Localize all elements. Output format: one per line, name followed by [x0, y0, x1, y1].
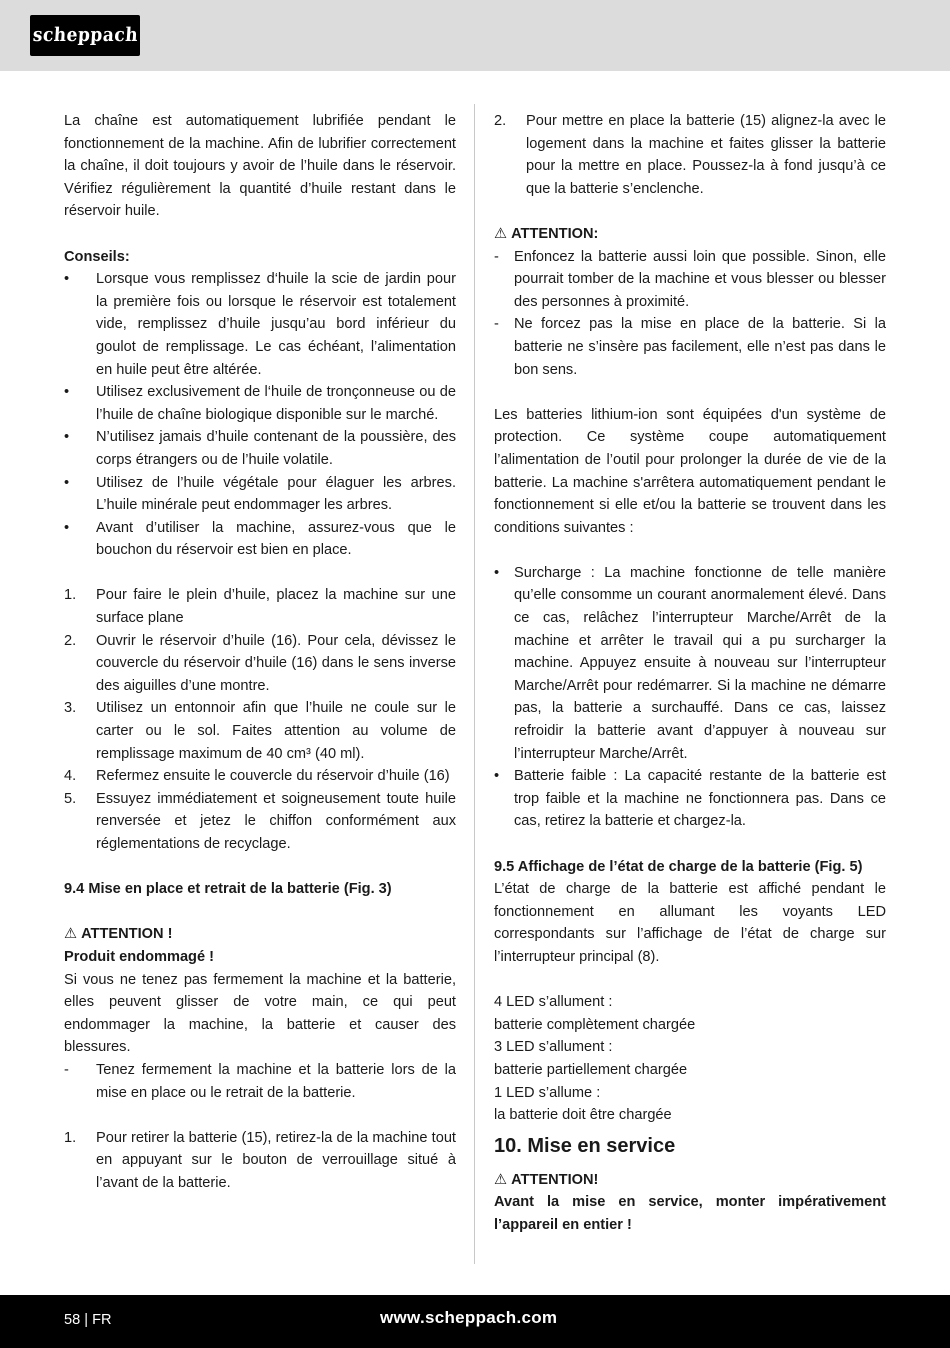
list-item: - Ne forcez pas la mise en place de la batterie. Si la batterie ne s’insère pas facilement, elle n’est pas dans le bon sens.: [494, 313, 886, 381]
list-item: • Lorsque vous remplissez d‘huile la scie de jardin pour la première fois ou lorsque le réservoir est totalement vide, remplissez d’huile jusqu’au bord inférieur du goulot de remplissage. Le cas échéant, l’alimentation en huile peut être altérée.: [64, 268, 456, 381]
warning-paragraph: Si vous ne tenez pas fermement la machine et la batterie, elles peuvent glisser de votre main, ce qui peut endommager la machine, la batterie et causer des blessures.: [64, 971, 456, 1056]
list-item: • N’utilisez jamais d’huile contenant de la poussière, des corps étrangers ou de l’huile volatile.: [64, 426, 456, 471]
scheppach-logo: [30, 15, 140, 56]
list-item: 4. Refermez ensuite le couvercle du réservoir d’huile (16): [64, 768, 450, 785]
oil-intro-paragraph: La chaîne est automatiquement lubrifiée pendant le fonctionnement de la machine. Afin de lubrifier correctement la chaîne, il doit toujours y avoir de l’huile dans le réservoir. Vérifiez régulièrement la quantité d’huile restant dans le réservoir huile.: [64, 113, 456, 220]
page-number: 58 | FR: [64, 1312, 112, 1328]
bullet-icon: •: [64, 474, 70, 491]
warning-heading: ⚠ ATTENTION!: [494, 1171, 599, 1188]
right-column: [494, 110, 886, 1237]
warning-icon: ⚠: [494, 225, 508, 242]
list-item: 3. Utilisez un entonnoir afin que l’huile ne coule sur le carter ou le sol. Faites attention au volume de remplissage maximum de 40 cm³ (40 ml).: [64, 700, 456, 762]
section-heading-9-4: 9.4 Mise en place et retrait de la batterie (Fig. 3): [64, 881, 392, 898]
led-line: la batterie doit être chargée: [494, 1107, 672, 1124]
list-item: - Enfoncez la batterie aussi loin que possible. Sinon, elle pourrait tomber de la machine et vous blesser ou blesser des personnes à proximité.: [494, 246, 886, 314]
led-line: batterie partiellement chargée: [494, 1061, 688, 1078]
list-item: • Utilisez exclusivement de l‘huile de tronçonneuse ou de l’huile de chaîne biologique disponible sur le marché.: [64, 381, 456, 426]
warning-icon: ⚠: [494, 1171, 508, 1188]
website-url: www.scheppach.com: [380, 1308, 558, 1327]
list-item: 2. Pour mettre en place la batterie (15) alignez-la avec le logement dans la machine et faites glisser la batterie pour la mettre en place. Poussez-la à fond jusqu’à ce que la batterie s’enclenche.: [494, 113, 886, 197]
bullet-icon: •: [64, 429, 70, 446]
led-line: batterie complètement chargée: [494, 1016, 696, 1033]
list-item: 1. Pour faire le plein d’huile, placez la machine sur une surface plane: [64, 587, 456, 627]
bullet-icon: •: [64, 271, 70, 288]
header-band: [0, 0, 950, 71]
list-item: 2. Ouvrir le réservoir d’huile (16). Pour cela, dévissez le couvercle du réservoir d’huile (16) dans le sens inverse des aiguilles d’une montre.: [64, 632, 456, 694]
bullet-icon: •: [494, 768, 500, 785]
dash-marker: -: [494, 248, 499, 265]
warning-heading: ⚠ ATTENTION:: [494, 225, 599, 242]
list-item: 1. Pour retirer la batterie (15), retirez-la de la machine tout en appuyant sur le bouton de verrouillage situé à l’avant de la batterie.: [64, 1129, 456, 1191]
bullet-icon: •: [64, 384, 70, 401]
oil-steps-list: [64, 584, 456, 855]
list-item: - Tenez fermement la machine et la batterie lors de la mise en place ou le retrait de la batterie.: [64, 1059, 456, 1104]
led-line: 3 LED s’allument :: [494, 1039, 613, 1056]
dash-marker: -: [494, 316, 499, 333]
warning-paragraph: Avant la mise en service, monter impérativement l’appareil en entier !: [494, 1194, 886, 1233]
dash-marker: -: [64, 1061, 69, 1078]
tips-heading: Conseils:: [64, 248, 130, 265]
list-item: • Utilisez de l’huile végétale pour élaguer les arbres. L’huile minérale peut endommager les arbres.: [64, 472, 456, 517]
footer-bar: [0, 1295, 950, 1348]
left-column: [64, 110, 456, 1195]
bullet-icon: •: [494, 564, 500, 581]
list-item: • Surcharge : La machine fonctionne de telle manière qu’elle consomme un courant anormalement élevé. Dans ce cas, relâchez l’interrupteur Marche/Arrêt de la machine et arrêter le travail qui a pu surcharger la machine. Appuyez ensuite à nouveau sur l’interrupteur Marche/Arrêt pour redémarrer. Si la machine ne démarre pas, la batterie a surchauffé. Dans ce cas, laissez refroidir la batterie avant d’appuyer à nouveau sur l’interrupteur Marche/Arrêt.: [494, 562, 886, 765]
list-item: 5. Essuyez immédiatement et soigneusement toute huile renversée et jetez le chiffon conformément aux réglementations de recyclage.: [64, 790, 456, 852]
protection-paragraph: Les batteries lithium-ion sont équipées d'un système de protection. Ce système coupe automatiquement l’alimentation de l’outil pour prolonger la durée de vie de la batterie. La machine s'arrêtera automatiquement pendant le fonctionnement si elle et/ou la batterie se trouvent dans les conditions suivantes :: [494, 406, 886, 536]
logo-text: scheppach: [31, 24, 139, 47]
warning-heading: ⚠ ATTENTION !: [64, 926, 173, 943]
charge-paragraph: L’état de charge de la batterie est affiché pendant le fonctionnement en allumant les voyants LED correspondants sur l’affichage de l’état de charge sur l’interrupteur principal (8).: [494, 881, 886, 965]
tips-list: [64, 268, 456, 562]
section-heading-9-5: 9.5 Affichage de l’état de charge de la batterie (Fig. 5): [494, 858, 863, 875]
list-item: • Avant d’utiliser la machine, assurez-vous que le bouchon du réservoir est bien en place.: [64, 517, 456, 562]
warning-icon: ⚠: [64, 926, 78, 943]
led-line: 4 LED s’allument :: [494, 994, 613, 1011]
led-line: 1 LED s’allume :: [494, 1084, 601, 1101]
bullet-icon: •: [64, 519, 70, 536]
list-item: • Batterie faible : La capacité restante de la batterie est trop faible et la machine ne fonctionnera pas. Dans ce cas, retirez la batterie et chargez-la.: [494, 765, 886, 833]
column-divider: [474, 104, 475, 1264]
section-heading-10: 10. Mise en service: [494, 1134, 676, 1157]
warning-subtitle: Produit endommagé !: [64, 948, 214, 965]
